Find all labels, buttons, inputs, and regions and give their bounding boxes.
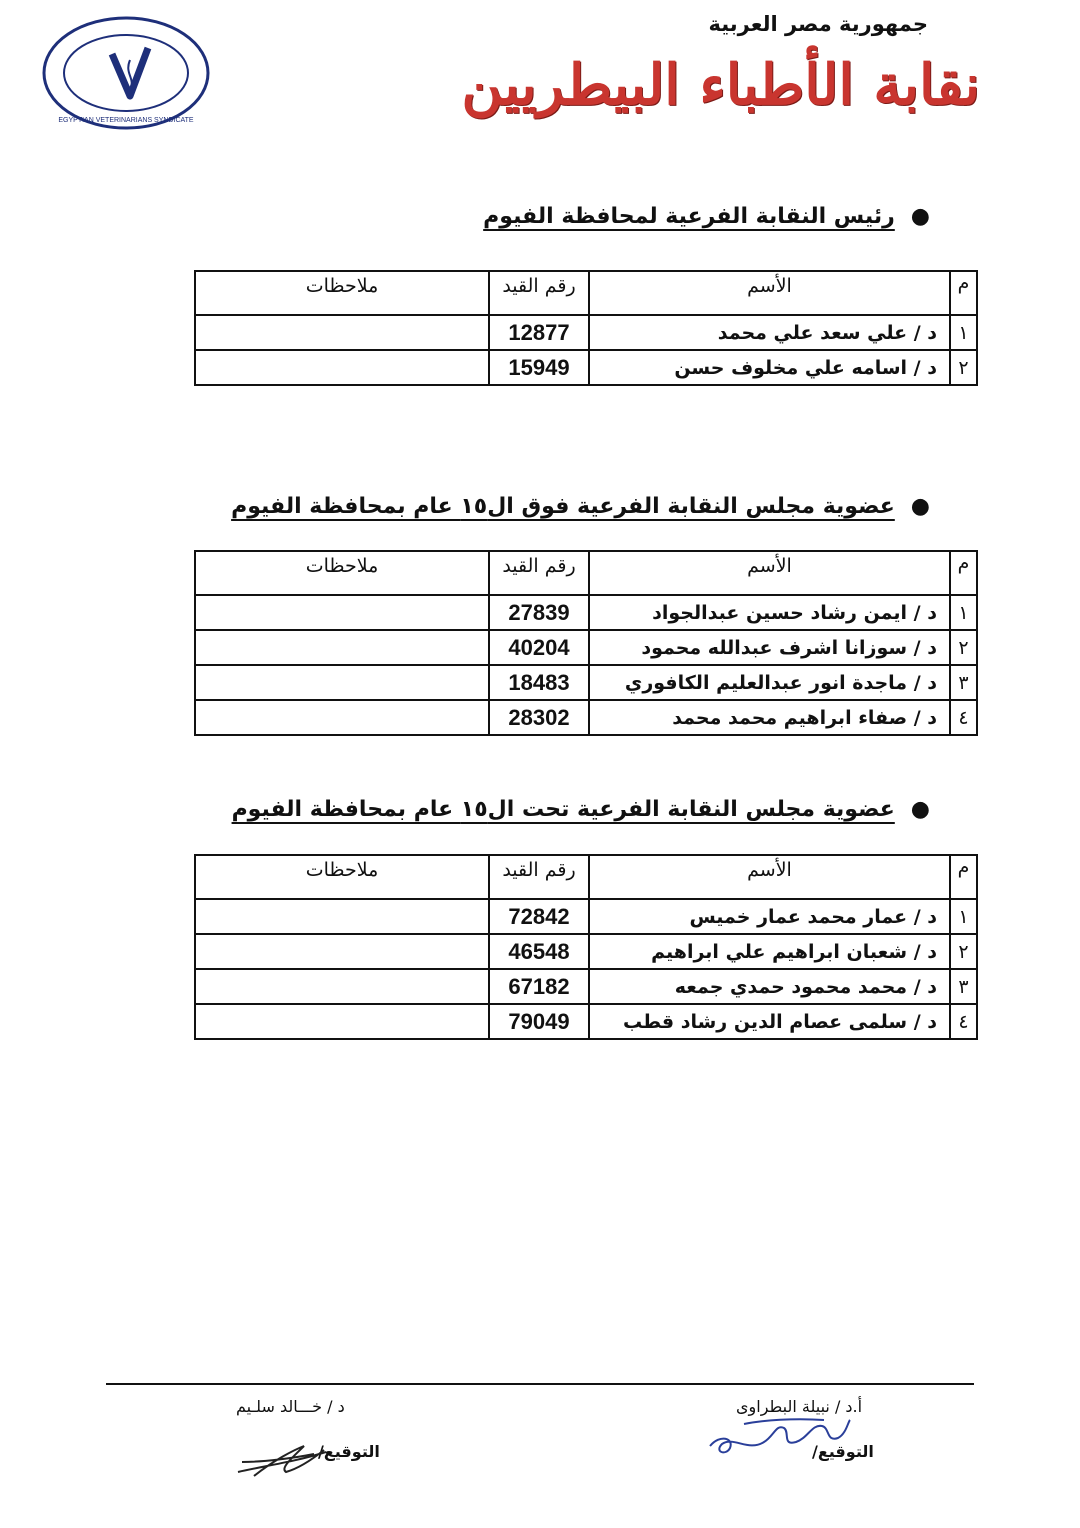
col-reg-header: رقم القيد bbox=[489, 271, 589, 315]
syndicate-name: نقابة الأطباء البيطريين bbox=[461, 52, 980, 118]
row-index: ٣ bbox=[950, 969, 977, 1004]
table-section-1 bbox=[194, 270, 978, 386]
table-row bbox=[195, 665, 977, 700]
col-name-header: الأسم bbox=[589, 551, 950, 595]
bullet-icon: ● bbox=[910, 797, 930, 822]
member-name: د / شعبان ابراهيم علي ابراهيم bbox=[589, 934, 950, 969]
bullet-icon: ● bbox=[910, 204, 930, 229]
left-signatory-name: د / خـــالد سلـيم bbox=[236, 1397, 345, 1416]
registration-number: 40204 bbox=[489, 630, 589, 665]
col-idx-header: م bbox=[950, 551, 977, 595]
col-reg-header: رقم القيد bbox=[489, 855, 589, 899]
notes-cell bbox=[195, 700, 489, 735]
section-title-3: ●عضوية مجلس النقابة الفرعية تحت ال١٥ عام بمحافظة الفيوم bbox=[231, 797, 930, 822]
row-index: ٤ bbox=[950, 1004, 977, 1039]
member-name: د / عمار محمد عمار خميس bbox=[589, 899, 950, 934]
notes-cell bbox=[195, 630, 489, 665]
member-name: د / اسامه علي مخلوف حسن bbox=[589, 350, 950, 385]
row-index: ١ bbox=[950, 315, 977, 350]
bullet-icon: ● bbox=[910, 494, 930, 519]
member-name: د / سوزانا اشرف عبدالله محمود bbox=[589, 630, 950, 665]
notes-cell bbox=[195, 934, 489, 969]
col-idx-header: م bbox=[950, 855, 977, 899]
table-row bbox=[195, 1004, 977, 1039]
member-name: د / علي سعد علي محمد bbox=[589, 315, 950, 350]
member-name: د / ماجدة انور عبدالعليم الكافوري bbox=[589, 665, 950, 700]
left-signature-mark bbox=[234, 1432, 344, 1482]
notes-cell bbox=[195, 665, 489, 700]
col-reg-header: رقم القيد bbox=[489, 551, 589, 595]
svg-text:EGYPTIAN VETERINARIANS SYNDICA: EGYPTIAN VETERINARIANS SYNDICATE bbox=[58, 117, 194, 124]
table-section-3 bbox=[194, 854, 978, 1040]
right-signature-label: التوقيع/ bbox=[812, 1442, 874, 1461]
registration-number: 28302 bbox=[489, 700, 589, 735]
registration-number: 72842 bbox=[489, 899, 589, 934]
member-name: د / محمد محمود حمدي جمعه bbox=[589, 969, 950, 1004]
row-index: ٢ bbox=[950, 934, 977, 969]
section-title-2: ●عضوية مجلس النقابة الفرعية فوق ال١٥ عام بمحافظة الفيوم bbox=[231, 494, 930, 519]
registration-number: 46548 bbox=[489, 934, 589, 969]
row-index: ٢ bbox=[950, 630, 977, 665]
registration-number: 18483 bbox=[489, 665, 589, 700]
right-signatory-name: أ.د / نبيلة البطراوى bbox=[736, 1397, 863, 1416]
col-name-header: الأسم bbox=[589, 855, 950, 899]
table-row bbox=[195, 934, 977, 969]
notes-cell bbox=[195, 969, 489, 1004]
table-row bbox=[195, 899, 977, 934]
member-name: د / صفاء ابراهيم محمد محمد bbox=[589, 700, 950, 735]
row-index: ٢ bbox=[950, 350, 977, 385]
col-notes-header: ملاحظات bbox=[195, 271, 489, 315]
col-idx-header: م bbox=[950, 271, 977, 315]
left-signature-label: التوقيع/ bbox=[318, 1442, 380, 1461]
notes-cell bbox=[195, 350, 489, 385]
col-name-header: الأسم bbox=[589, 271, 950, 315]
row-index: ١ bbox=[950, 595, 977, 630]
footer-divider bbox=[106, 1383, 974, 1385]
table-row bbox=[195, 969, 977, 1004]
row-index: ١ bbox=[950, 899, 977, 934]
member-name: د / ايمن رشاد حسين عبدالجواد bbox=[589, 595, 950, 630]
table-header-row bbox=[195, 855, 977, 899]
table-row bbox=[195, 315, 977, 350]
table-header-row bbox=[195, 271, 977, 315]
registration-number: 79049 bbox=[489, 1004, 589, 1039]
table-row bbox=[195, 595, 977, 630]
registration-number: 15949 bbox=[489, 350, 589, 385]
table-section-2 bbox=[194, 550, 978, 736]
table-header-row bbox=[195, 551, 977, 595]
row-index: ٣ bbox=[950, 665, 977, 700]
col-notes-header: ملاحظات bbox=[195, 551, 489, 595]
notes-cell bbox=[195, 899, 489, 934]
notes-cell bbox=[195, 595, 489, 630]
registration-number: 67182 bbox=[489, 969, 589, 1004]
notes-cell bbox=[195, 1004, 489, 1039]
member-name: د / سلمى عصام الدين رشاد قطب bbox=[589, 1004, 950, 1039]
col-notes-header: ملاحظات bbox=[195, 855, 489, 899]
registration-number: 12877 bbox=[489, 315, 589, 350]
section-title-1: ●رئيس النقابة الفرعية لمحافظة الفيوم bbox=[483, 204, 930, 229]
table-row bbox=[195, 630, 977, 665]
table-row bbox=[195, 700, 977, 735]
registration-number: 27839 bbox=[489, 595, 589, 630]
right-signature-mark bbox=[704, 1412, 854, 1467]
syndicate-logo bbox=[40, 14, 212, 132]
row-index: ٤ bbox=[950, 700, 977, 735]
country-name: جمهورية مصر العربية bbox=[708, 12, 928, 36]
notes-cell bbox=[195, 315, 489, 350]
table-row bbox=[195, 350, 977, 385]
